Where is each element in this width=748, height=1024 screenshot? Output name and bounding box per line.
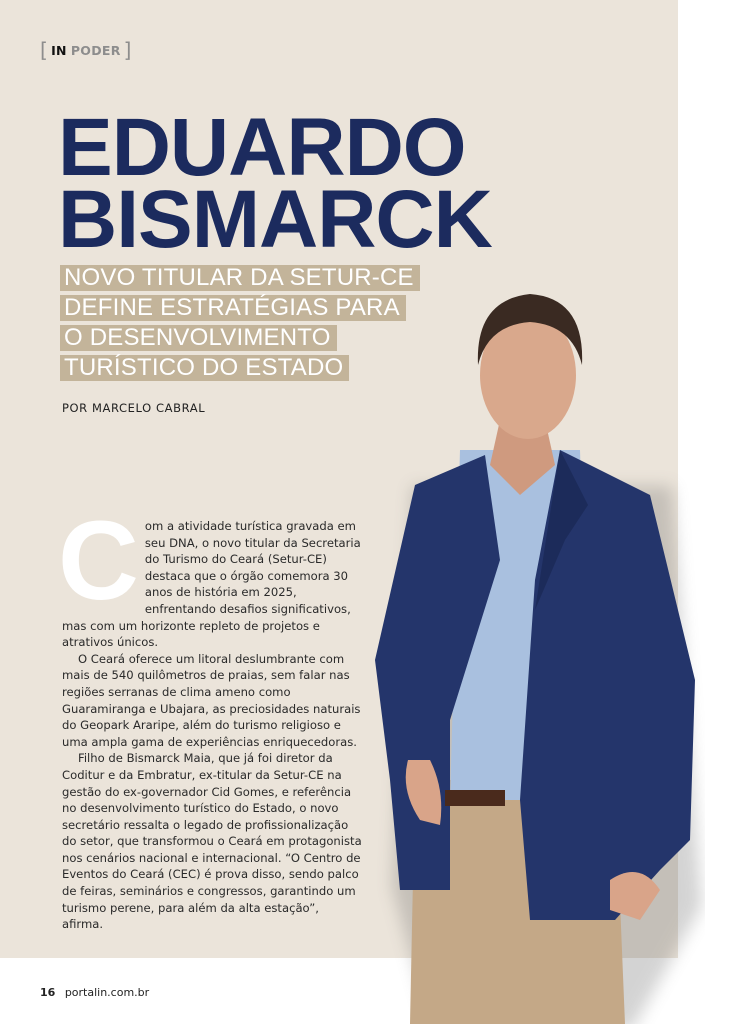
subtitle-line: TURÍSTICO DO ESTADO	[60, 355, 349, 381]
page-number: 16	[40, 986, 56, 999]
section-name: PODER	[70, 42, 121, 58]
subtitle-line: O DESENVOLVIMENTO	[60, 325, 337, 351]
subtitle-line: DEFINE ESTRATÉGIAS PARA	[60, 295, 406, 321]
page-title	[58, 102, 492, 265]
section-tag	[40, 40, 132, 60]
section-prefix: IN	[51, 42, 67, 58]
bracket-right: ]	[123, 38, 132, 62]
title-line: EDUARDO	[58, 102, 466, 193]
paragraph: O Ceará oferece um litoral deslumbrante com mais de 540 quilômetros de praias, sem falar nas regiões serranas de clima ameno como Guaramiranga e Ubajara, as preciosidades naturais do Geopark Araripe, além do turismo religioso e uma ampla gama de experiências enriquecedoras.	[62, 651, 361, 749]
paragraph: om a atividade turística gravada em seu DNA, o novo titular da Secretaria do Turismo do Ceará (Setur-CE) destaca que o órgão comemora 30 anos de história em 2025, enfrentando desafios significativos, mas com um horizonte repleto de projetos e atrativos únicos.	[62, 519, 361, 650]
title-line: BISMARCK	[58, 174, 492, 265]
drop-cap: C	[58, 498, 139, 623]
page-footer	[40, 986, 149, 999]
paragraph: Filho de Bismarck Maia, que já foi diretor da Coditur e da Embratur, ex-titular da Setur-CE na gestão do ex-governador Cid Gomes, e referência no desenvolvimento turístico do Estado, o novo secretário ressalta o legado de profissionalização do setor, que transformou o Ceará em protagonista nos cenários nacional e internacional. “O Centro de Eventos do Ceará (CEC) é prova disso, sendo palco de feiras, seminários e congressos, garantindo um turismo perene, para além da alta estação”, afirma.	[62, 751, 362, 932]
site-url: portalin.com.br	[64, 986, 150, 999]
article-body	[58, 498, 362, 933]
byline: POR MARCELO CABRAL	[62, 401, 206, 415]
portrait-photo	[360, 280, 705, 1024]
belt	[445, 790, 505, 806]
subtitle-line: NOVO TITULAR DA SETUR-CE	[60, 265, 420, 291]
bracket-left: [	[40, 38, 49, 62]
